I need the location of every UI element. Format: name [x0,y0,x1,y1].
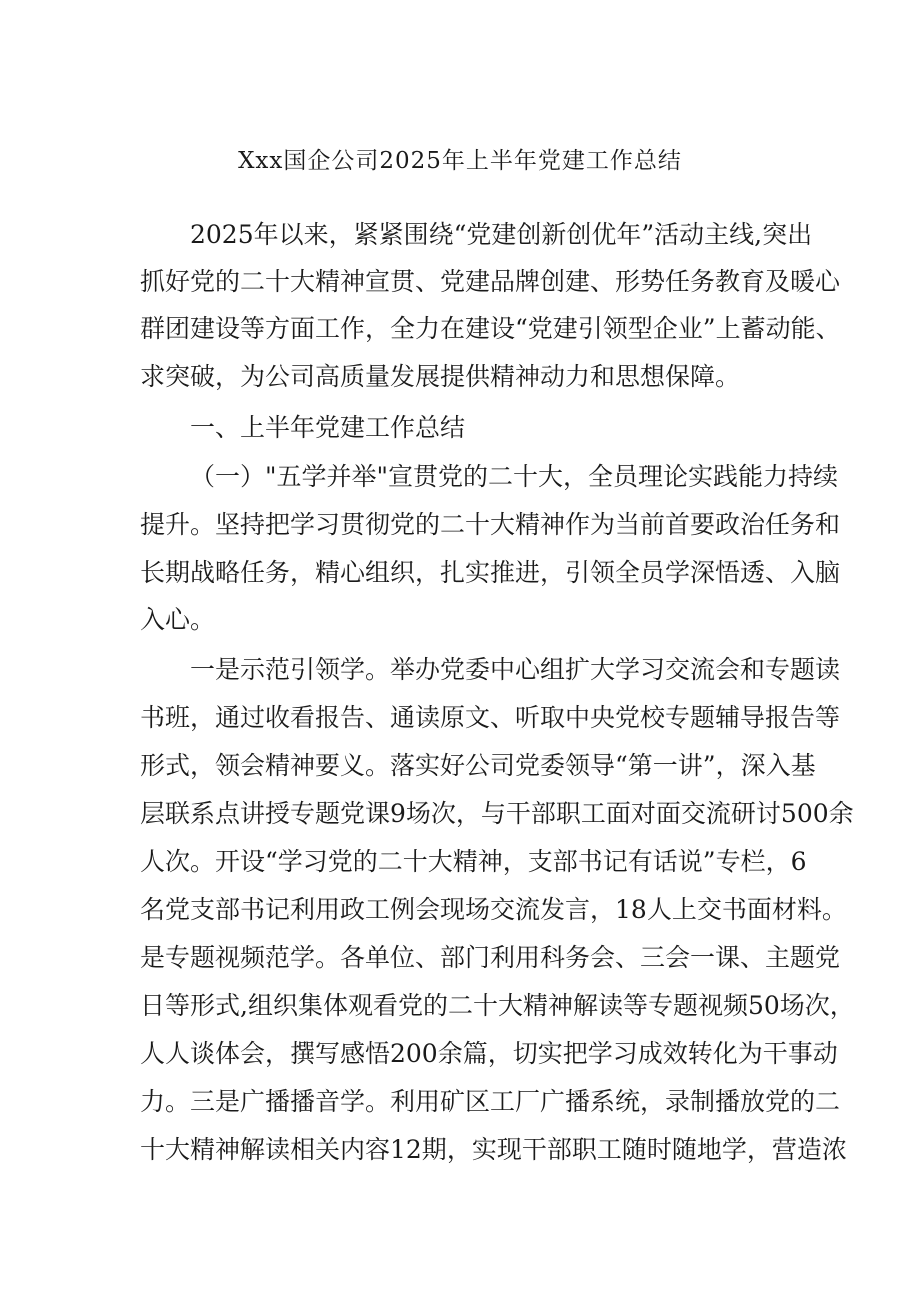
paragraph-line: 人人谈体会，撰写感悟200余篇，切实把学习成效转化为干事动 [140,1039,838,1068]
paragraph-line: 日等形式,组织集体观看党的二十大精神解读等专题视频50场次， [140,991,855,1020]
section-heading: 一、上半年党建工作总结 [190,413,466,442]
paragraph-line: 一是示范引领学。举办党委中心组扩大学习交流会和专题读 [190,655,841,684]
paragraph-line: 长期战略任务，精心组织，扎实推进，引领全员学深悟透、入脑 [140,558,841,587]
paragraph-line: 形式，领会精神要义。落实好公司党委领导“第一讲”，深入基 [140,751,816,780]
paragraph-line: 力。三是广播播音学。利用矿区工厂广播系统，录制播放党的二 [140,1087,841,1116]
document-title: Xxx国企公司2025年上半年党建工作总结 [238,148,682,174]
paragraph-line: 是专题视频范学。各单位、部门利用科务会、三会一课、主题党 [140,943,841,972]
paragraph-line: 抓好党的二十大精神宣贯、党建品牌创建、形势任务教育及暖心 [140,267,841,296]
paragraph-line: 提升。坚持把学习贯彻党的二十大精神作为当前首要政治任务和 [140,510,841,539]
paragraph-line: 十大精神解读相关内容12期，实现干部职工随时随地学，营造浓 [140,1135,847,1164]
paragraph-line: 层联系点讲授专题党课9场次，与干部职工面对面交流研讨500余 [140,799,854,828]
paragraph-line: 求突破，为公司高质量发展提供精神动力和思想保障。 [140,362,741,391]
paragraph-line: （一）"五学并举"宣贯党的二十大，全员理论实践能力持续 [190,462,839,491]
paragraph-line: 名党支部书记利用政工例会现场交流发言，18人上交书面材料。 [140,895,847,924]
paragraph-line: 书班，通过收看报告、通读原文、听取中央党校专题辅导报告等 [140,703,841,732]
paragraph-line: 群团建设等方面工作，全力在建设“党建引领型企业”上蓄动能、 [140,314,841,343]
paragraph-line: 2025年以来，紧紧围绕“党建创新创优年”活动主线,突出 [190,220,813,249]
paragraph-line: 人次。开设“学习党的二十大精神，支部书记有话说”专栏，6 [140,847,807,876]
paragraph-line: 入心。 [140,605,216,634]
